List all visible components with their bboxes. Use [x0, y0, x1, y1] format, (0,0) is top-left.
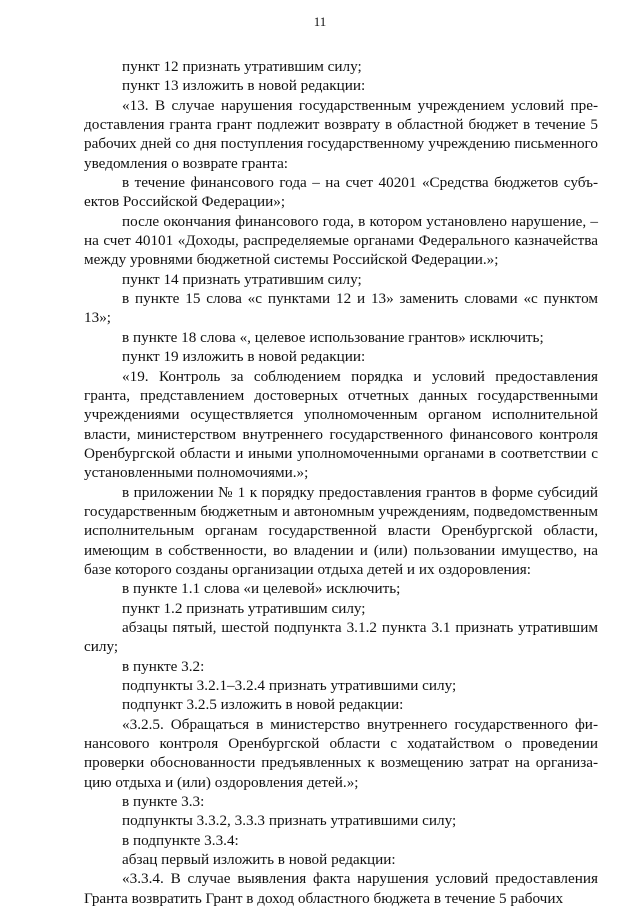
paragraph: в подпункте 3.3.4: — [122, 831, 239, 849]
paragraph: подпункты 3.2.1–3.2.4 признать утратившими силу; — [122, 677, 457, 694]
paragraph: «13. В случае нарушения государственным учреждением условий предоставления гранта грант подлежит возврату в областной бюджет в течение 5 рабочих дней со дня поступления государственному учреждению письменного уведомления о возврате гранта: — [84, 96, 598, 172]
paragraph: абзац первый изложить в новой редакции: — [122, 851, 396, 869]
page-number: 11 — [313, 14, 327, 29]
paragraph: пункт 1.2 признать утратившим силу; — [122, 599, 366, 617]
paragraph: «3.2.5. Обращаться в министерство внутреннего государственного финансового контроля Оренбургской области с ходатайством о проведении проверки обоснованности предъявленных к возмещению затрат на организацию отдыха и (или) оздоровления детей.»; — [84, 715, 598, 791]
paragraph: подпункты 3.3.2, 3.3.3 признать утратившими силу; — [122, 812, 457, 830]
document-body — [84, 57, 598, 908]
paragraph: в приложении № 1 к порядку предоставления грантов в форме субсидий государственным бюджетным и автономным учреждениям, подведомственным исполнительным органам государственной власти Оренбургской области, имеющим в собственности, во владении и (или) пользовании имущество, на базе которого созданы организации отдыха детей и их оздоровления: — [84, 483, 598, 578]
paragraph: в пункте 1.1 слова «и целевой» исключить; — [122, 580, 401, 598]
paragraph: в пункте 15 слова «с пунктами 12 и 13» заменить словами «с пунктом 13»; — [84, 290, 598, 327]
paragraph: пункт 14 признать утратившим силу; — [122, 270, 362, 288]
paragraph: «19. Контроль за соблюдением порядка и условий предоставления гранта, представлением достоверных отчетных данных государственными учреждениями осуществляется уполномоченным органом исполнительной власти, министерством внутреннего государственного финансового контроля Оренбургской области и иными уполномоченными органами в соответствии с установленными полномочиями.»; — [84, 367, 598, 482]
paragraph: пункт 19 изложить в новой редакции: — [122, 348, 366, 366]
paragraph: пункт 13 изложить в новой редакции: — [122, 77, 366, 95]
paragraph: в пункте 3.3: — [122, 793, 205, 811]
paragraph: «3.3.4. В случае выявления факта нарушения условий предоставления Гранта возвратить Грант в доход областного бюджета в течение 5 рабочих — [84, 870, 598, 907]
paragraph: после окончания финансового года, в котором установлено нарушение, – на счет 40101 «Доходы, распределяемые органами Федерального казначейства между уровнями бюджетной системы Российской Федерации.»; — [84, 212, 598, 269]
paragraph: пункт 12 признать утратившим силу; — [122, 58, 362, 75]
paragraph: в пункте 3.2: — [122, 657, 205, 675]
paragraph: абзацы пятый, шестой подпункта 3.1.2 пункта 3.1 признать утратившим силу; — [84, 618, 598, 656]
paragraph: подпункт 3.2.5 изложить в новой редакции: — [122, 696, 404, 714]
paragraph: в течение финансового года – на счет 40201 «Средства бюджетов субъектов Российской Федерации»; — [84, 174, 598, 211]
paragraph: в пункте 18 слова «, целевое использование грантов» исключить; — [122, 328, 544, 346]
